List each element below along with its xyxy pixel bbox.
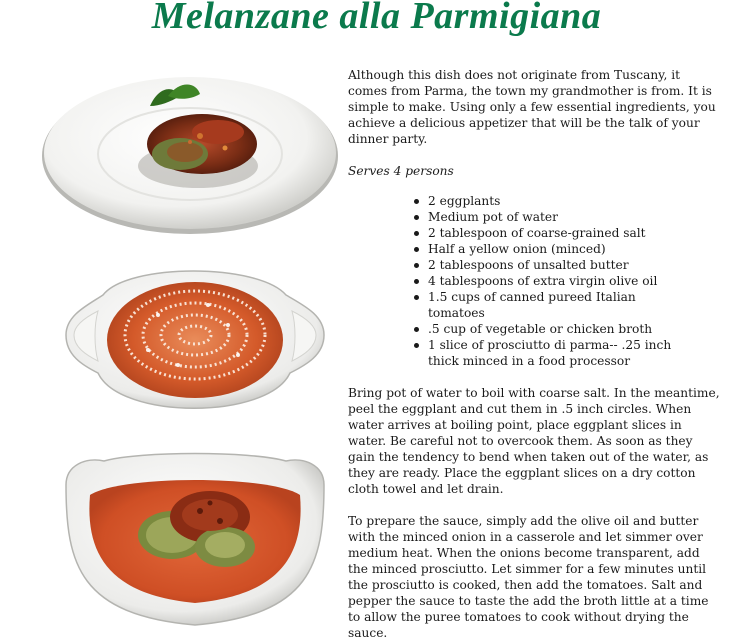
- ingredient-item: .5 cup of vegetable or chicken broth: [428, 321, 720, 337]
- ingredient-item: 2 tablespoons of unsalted butter: [428, 257, 720, 273]
- ingredient-item: Half a yellow onion (minced): [428, 241, 720, 257]
- serves-line: Serves 4 persons: [348, 164, 454, 178]
- tomato-sauce-dish-photo: [60, 445, 330, 632]
- ingredient-item: 4 tablespoons of extra virgin olive oil: [428, 273, 720, 289]
- intro-paragraph: Although this dish does not originate from Tuscany, it comes from Parma, the town my grandmother is from. It is simple to make. Using only a few essential ingredients, you achieve a delicious appetizer that will be the talk of your dinner party.: [348, 68, 716, 146]
- boil-instructions: Bring pot of water to boil with coarse salt. In the meantime, peel the eggplant and cut them in .5 inch circles. When water arrives at boiling point, place eggplant slices in water. Be careful not to overcook them. As soon as they gain the tendency to bend when taken out of the water, as they are ready. Place the eggplant slices on a dry cotton cloth towel and let drain.: [348, 386, 720, 496]
- ingredient-item: 2 tablespoon of coarse-grained salt: [428, 225, 720, 241]
- ingredient-item: 2 eggplants: [428, 193, 720, 209]
- recipe-text: [348, 67, 720, 641]
- ingredient-item: 1.5 cups of canned pureed Italian tomatoes: [428, 289, 668, 321]
- page-title: Melanzane alla Parmigiana: [151, 0, 602, 37]
- sauce-instructions: To prepare the sauce, simply add the olive oil and butter with the minced onion in a casserole and let simmer over medium heat. When the onions become transparent, add the minced prosciutto. Let simmer for a few minutes until the prosciutto is cooked, then add the tomatoes. Salt and pepper the sauce to taste the add the broth little at a time to allow the puree tomatoes to cook without drying the sauce.: [348, 514, 709, 640]
- ingredient-item: Medium pot of water: [428, 209, 720, 225]
- parmesan-topped-dish-photo: [58, 255, 330, 430]
- ingredient-list: [348, 193, 720, 369]
- plated-eggplant-photo: [40, 66, 340, 236]
- ingredient-item: 1 slice of prosciutto di parma-- .25 inch thick minced in a food processor: [428, 338, 672, 368]
